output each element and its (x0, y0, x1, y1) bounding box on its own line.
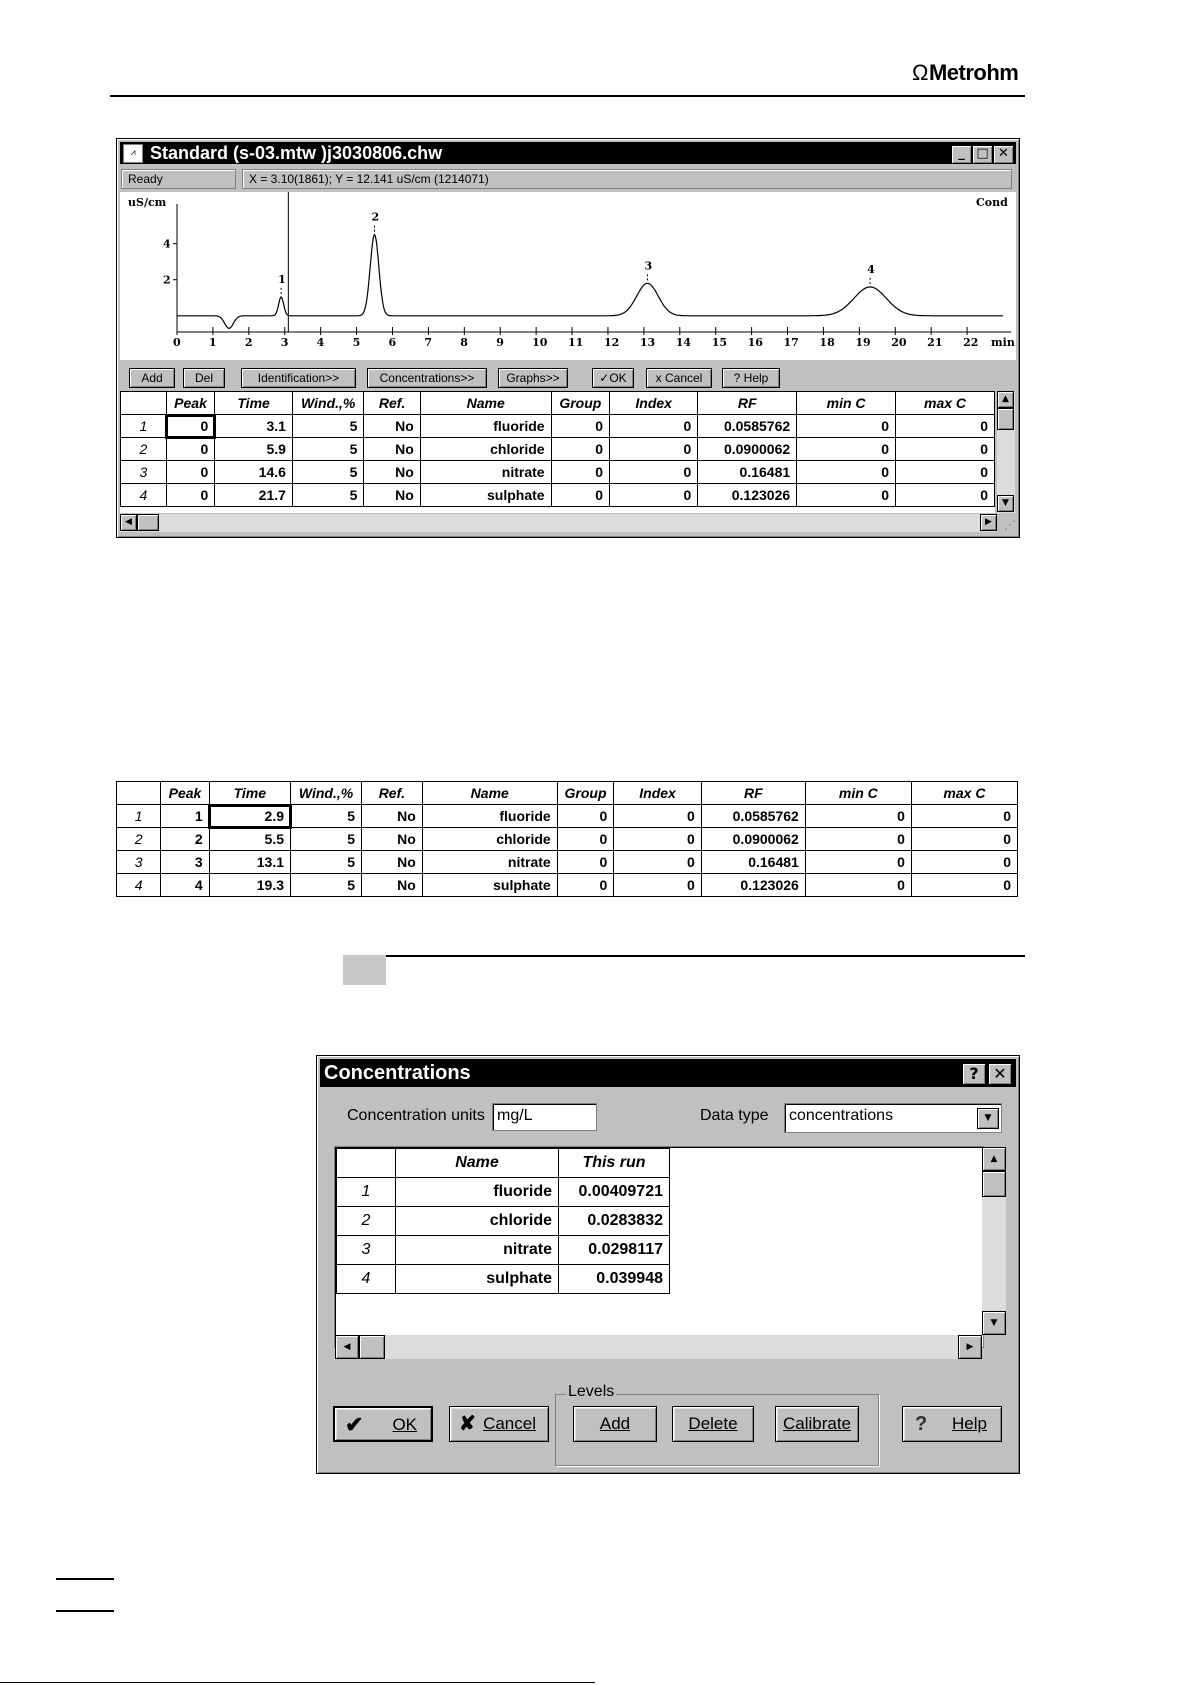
col-header[interactable] (121, 392, 167, 415)
table-cell[interactable]: nitrate (420, 461, 551, 484)
window-table-header (121, 392, 995, 415)
x-tick-label: 2 (244, 336, 253, 349)
table-cell[interactable]: 0 (614, 805, 702, 828)
table-cell[interactable]: 13.1 (209, 851, 290, 874)
section-marker (343, 955, 386, 985)
x-tick-label: 7 (424, 336, 433, 349)
table-cell[interactable]: 0 (557, 805, 614, 828)
table-row[interactable] (117, 851, 1018, 874)
table-cell[interactable]: nitrate (422, 851, 557, 874)
peak-table (116, 781, 1018, 897)
table-cell[interactable]: sulphate (420, 484, 551, 507)
peak-label: 2 (371, 210, 380, 224)
scroll-left-icon[interactable]: ◀ (335, 1335, 359, 1359)
col-header[interactable]: This run (559, 1149, 670, 1178)
concentration-table-header (337, 1149, 670, 1178)
table-cell[interactable]: 0 (557, 874, 614, 897)
table-cell[interactable]: 0 (805, 828, 911, 851)
footer-rule-2 (56, 1610, 114, 1612)
table-cell[interactable]: 0 (166, 484, 215, 507)
scroll-left-icon[interactable]: ◀ (120, 514, 137, 531)
checkmark-icon: ✔ (345, 1412, 364, 1437)
concentration-grid-area (334, 1146, 984, 1348)
row-number: 1 (121, 415, 167, 438)
add-peak-button[interactable]: Add (129, 368, 175, 388)
col-header (117, 782, 161, 805)
table-cell[interactable]: 0 (551, 461, 609, 484)
table-cell[interactable]: 0 (797, 438, 896, 461)
table-cell[interactable]: 0 (797, 461, 896, 484)
x-tick-label: 1 (208, 336, 217, 349)
col-header: Name (422, 782, 557, 805)
table-cell[interactable]: 0 (896, 415, 995, 438)
table-cell[interactable]: No (362, 874, 423, 897)
table-cell[interactable]: sulphate (396, 1265, 559, 1294)
close-icon[interactable]: ✕ (988, 1063, 1012, 1085)
table-cell[interactable]: No (364, 461, 420, 484)
context-help-icon[interactable]: ? (962, 1063, 986, 1085)
question-icon: ? (915, 1413, 928, 1435)
x-tick-label: 15 (711, 336, 728, 349)
x-tick-label: 4 (316, 336, 325, 349)
row-number: 3 (117, 851, 161, 874)
concentration-table (336, 1148, 670, 1294)
table-cell[interactable]: 0 (614, 828, 702, 851)
row-number: 1 (337, 1178, 396, 1207)
row-number: 3 (337, 1236, 396, 1265)
table-cell[interactable]: 0.0900062 (698, 438, 797, 461)
table-row[interactable] (121, 484, 995, 507)
table-cell[interactable]: 0 (614, 851, 702, 874)
x-tick-label: 19 (855, 336, 871, 349)
table-row[interactable] (337, 1236, 670, 1265)
close-icon[interactable]: ✕ (993, 145, 1014, 164)
peak-grid-container (120, 391, 995, 513)
cancel-button[interactable]: ✘ Cancel (449, 1406, 549, 1442)
table-cell[interactable]: 14.6 (215, 461, 293, 484)
delete-peak-button[interactable]: Del (183, 368, 225, 388)
x-tick-label: 3 (280, 336, 289, 349)
table-cell[interactable]: 5.9 (215, 438, 293, 461)
table-row[interactable] (337, 1178, 670, 1207)
col-header: max C (911, 782, 1017, 805)
dialog-title: Concentrations (324, 1062, 471, 1084)
chromatogram-window (116, 138, 1020, 538)
table-cell[interactable]: 21.7 (215, 484, 293, 507)
col-header: Time (209, 782, 290, 805)
footer-rule-1 (56, 1578, 114, 1580)
chevron-down-icon[interactable]: ▼ (977, 1108, 999, 1129)
table-cell[interactable]: 0 (551, 438, 609, 461)
table-cell[interactable]: fluoride (420, 415, 551, 438)
col-header[interactable]: Group (551, 392, 609, 415)
datatype-select[interactable] (784, 1103, 1002, 1133)
maximize-icon[interactable]: □ (972, 145, 993, 164)
x-tick-label: 22 (963, 336, 979, 349)
table-cell[interactable]: 0 (557, 828, 614, 851)
table-row[interactable] (117, 805, 1018, 828)
col-header[interactable]: Wind.,% (292, 392, 364, 415)
table-cell[interactable]: 0.16481 (701, 851, 805, 874)
window-horizontal-scrollbar[interactable] (120, 514, 997, 532)
table-cell[interactable]: 0.0900062 (701, 828, 805, 851)
table-cell[interactable]: No (362, 805, 423, 828)
x-tick-label: 11 (568, 336, 584, 349)
table-cell[interactable]: 2 (161, 828, 209, 851)
col-header: Wind.,% (291, 782, 362, 805)
row-number: 4 (337, 1265, 396, 1294)
graphs-button[interactable]: Graphs>> (498, 368, 568, 388)
window-peak-table (120, 391, 995, 507)
x-tick-label: 18 (819, 336, 835, 349)
window-vertical-scrollbar[interactable] (997, 391, 1015, 513)
table-cell[interactable]: 0 (911, 874, 1017, 897)
table-cell[interactable]: 0 (896, 484, 995, 507)
table-cell[interactable]: 0.123026 (698, 484, 797, 507)
row-number: 1 (117, 805, 161, 828)
section-rule (343, 955, 1025, 957)
row-number: 2 (337, 1207, 396, 1236)
dialog-titlebar[interactable] (320, 1059, 1016, 1087)
x-tick-label: 6 (388, 336, 397, 349)
table-cell[interactable]: 0 (911, 805, 1017, 828)
help-button[interactable]: ? Help (902, 1406, 1002, 1442)
table-cell[interactable]: 3 (161, 851, 209, 874)
table-cell[interactable]: 0.16481 (698, 461, 797, 484)
delete-level-button[interactable]: Delete (672, 1406, 754, 1442)
col-header[interactable]: Peak (166, 392, 215, 415)
table-cell[interactable]: No (364, 484, 420, 507)
table-cell[interactable]: No (364, 415, 420, 438)
levels-label: Levels (568, 1383, 615, 1400)
col-header[interactable]: Ref. (364, 392, 420, 415)
table-cell[interactable]: 5 (291, 805, 362, 828)
scroll-thumb[interactable] (982, 1171, 1006, 1197)
ok-button[interactable]: ✔ OK (333, 1406, 433, 1442)
x-tick-label: 8 (460, 336, 468, 349)
peak-label: 1 (278, 272, 286, 286)
x-tick-label: 13 (639, 336, 656, 349)
scroll-thumb[interactable] (997, 408, 1014, 430)
table-cell[interactable]: 0 (805, 805, 911, 828)
table-cell[interactable]: chloride (420, 438, 551, 461)
row-number: 3 (121, 461, 167, 484)
table-cell[interactable]: fluoride (422, 805, 557, 828)
col-header[interactable]: Name (420, 392, 551, 415)
identification-button[interactable]: Identification>> (241, 368, 356, 388)
x-tick-label: 10 (532, 336, 548, 349)
chromatogram-chart[interactable] (120, 192, 1016, 360)
scroll-down-icon[interactable]: ▼ (982, 1311, 1006, 1335)
col-header: Peak (161, 782, 209, 805)
cancel-x-icon: ✘ (459, 1413, 476, 1435)
window-title: Standard (s-03.mtw )j3030806.chw (150, 143, 443, 163)
dialog-horizontal-scrollbar[interactable] (335, 1335, 982, 1359)
table-cell[interactable]: 0 (896, 461, 995, 484)
cancel-button[interactable]: x Cancel (646, 368, 712, 388)
ok-button[interactable]: ✓OK (592, 368, 634, 388)
table-cell[interactable]: 5 (292, 484, 364, 507)
table-cell[interactable]: No (362, 828, 423, 851)
table-cell[interactable]: 0 (166, 461, 215, 484)
table-cell[interactable]: chloride (396, 1207, 559, 1236)
scroll-hthumb[interactable] (137, 514, 159, 531)
table-cell[interactable]: 0 (911, 851, 1017, 874)
y-axis-label: uS/cm (128, 196, 167, 209)
table-cell[interactable]: 0 (896, 438, 995, 461)
table-cell[interactable]: 0 (805, 851, 911, 874)
peak-label: 4 (867, 262, 875, 276)
table-cell[interactable]: chloride (422, 828, 557, 851)
table-cell[interactable]: 0 (614, 874, 702, 897)
table-cell[interactable]: 0 (551, 415, 609, 438)
table-cell[interactable]: 0.0585762 (701, 805, 805, 828)
table-cell[interactable]: 5 (292, 461, 364, 484)
table-cell[interactable]: 0.039948 (559, 1265, 670, 1294)
resize-grip-icon[interactable]: ⋰ (1004, 518, 1016, 532)
table-cell[interactable]: 0 (166, 438, 215, 461)
table-cell[interactable]: 0 (166, 415, 215, 438)
col-header[interactable]: RF (698, 392, 797, 415)
header-rule (110, 95, 1025, 97)
table-cell[interactable]: 0 (610, 438, 698, 461)
table-row[interactable] (117, 874, 1018, 897)
col-header: Group (557, 782, 614, 805)
table-cell[interactable]: 2.9 (209, 805, 290, 828)
col-header: Ref. (362, 782, 423, 805)
window-titlebar[interactable] (120, 142, 1016, 164)
table-cell[interactable]: 0.0298117 (559, 1236, 670, 1265)
row-number: 4 (117, 874, 161, 897)
scroll-right-icon[interactable]: ▶ (958, 1335, 982, 1359)
table-cell[interactable]: 19.3 (209, 874, 290, 897)
col-header[interactable]: Name (396, 1149, 559, 1178)
col-header[interactable]: Time (215, 392, 293, 415)
metrohm-logo: ΩMetrohm (912, 60, 1019, 85)
table-cell[interactable]: 0.0585762 (698, 415, 797, 438)
y-tick-label: 4 (163, 237, 171, 251)
scroll-up-icon[interactable]: ▲ (997, 391, 1014, 408)
table-cell[interactable]: 0 (610, 484, 698, 507)
table-cell[interactable]: No (364, 438, 420, 461)
chromatogram-trace (177, 235, 1003, 329)
x-tick-label: 20 (891, 336, 907, 349)
table-cell[interactable]: 0 (557, 851, 614, 874)
datatype-value: concentrations (789, 1107, 894, 1124)
x-tick-label: 0 (173, 336, 181, 349)
scroll-hthumb[interactable] (359, 1335, 385, 1359)
table-cell[interactable]: 0.0283832 (559, 1207, 670, 1236)
add-level-button[interactable]: Add (573, 1406, 657, 1442)
table-cell[interactable]: 0 (610, 415, 698, 438)
datatype-label: Data type (700, 1107, 769, 1124)
x-tick-label: 21 (927, 336, 943, 349)
app-icon[interactable]: ⩘ (123, 144, 143, 163)
col-header: Index (614, 782, 702, 805)
x-tick-label: 17 (783, 336, 799, 349)
table-row[interactable] (337, 1265, 670, 1294)
table-cell[interactable]: 5 (292, 415, 364, 438)
table-cell[interactable]: 0 (551, 484, 609, 507)
table-cell[interactable]: 5 (291, 828, 362, 851)
table-cell[interactable]: nitrate (396, 1236, 559, 1265)
calibrate-button[interactable]: Calibrate (775, 1406, 859, 1442)
x-tick-label: 14 (675, 336, 692, 349)
x-tick-label: 5 (352, 336, 361, 349)
concentrations-dialog (316, 1055, 1020, 1474)
table-cell[interactable]: 3.1 (215, 415, 293, 438)
table-cell[interactable]: 0 (805, 874, 911, 897)
status-text: Ready (121, 169, 236, 189)
table-row[interactable] (121, 415, 995, 438)
minimize-icon[interactable]: _ (951, 145, 972, 164)
cursor-readout: X = 3.10(1861); Y = 12.141 uS/cm (1214071) (242, 169, 1012, 189)
concentrations-button[interactable]: Concentrations>> (367, 368, 487, 388)
table-row[interactable] (121, 461, 995, 484)
table-cell[interactable]: 5 (291, 851, 362, 874)
x-tick-label: 9 (496, 336, 504, 349)
table-cell[interactable]: No (362, 851, 423, 874)
row-number: 4 (121, 484, 167, 507)
x-tick-label: 12 (603, 336, 620, 349)
peak-label: 3 (644, 259, 653, 273)
table-cell[interactable]: 0 (610, 461, 698, 484)
table-cell[interactable]: 5.5 (209, 828, 290, 851)
table-cell[interactable]: sulphate (422, 874, 557, 897)
table-cell[interactable]: 5 (292, 438, 364, 461)
col-header[interactable]: Index (610, 392, 698, 415)
table-cell[interactable]: 0 (911, 828, 1017, 851)
row-number: 2 (121, 438, 167, 461)
units-label: Concentration units (347, 1107, 485, 1124)
peak-table-header (117, 782, 1018, 805)
dialog-vertical-scrollbar[interactable] (982, 1147, 1006, 1335)
table-row[interactable] (117, 828, 1018, 851)
table-cell[interactable]: 0 (797, 415, 896, 438)
units-input[interactable]: mg/L (492, 1103, 597, 1131)
row-number: 2 (117, 828, 161, 851)
table-cell[interactable]: 1 (161, 805, 209, 828)
channel-label: Cond (976, 196, 1008, 209)
col-header[interactable] (337, 1149, 396, 1178)
x-tick-label: 16 (747, 336, 763, 349)
col-header[interactable]: max C (896, 392, 995, 415)
table-cell[interactable]: 0.123026 (701, 874, 805, 897)
scroll-right-icon[interactable]: ▶ (980, 514, 997, 531)
table-cell[interactable]: fluoride (396, 1178, 559, 1207)
x-axis-unit: min (991, 336, 1015, 349)
table-row[interactable] (121, 438, 995, 461)
table-row[interactable] (337, 1207, 670, 1236)
scroll-down-icon[interactable]: ▼ (997, 495, 1014, 512)
col-header[interactable]: min C (797, 392, 896, 415)
col-header: min C (805, 782, 911, 805)
table-cell[interactable]: 5 (291, 874, 362, 897)
footer-rule-3 (0, 1682, 595, 1683)
help-button[interactable]: ? Help (722, 368, 780, 388)
table-cell[interactable]: 4 (161, 874, 209, 897)
col-header: RF (701, 782, 805, 805)
scroll-up-icon[interactable]: ▲ (982, 1147, 1006, 1171)
table-cell[interactable]: 0 (797, 484, 896, 507)
table-cell[interactable]: 0.00409721 (559, 1178, 670, 1207)
y-tick-label: 2 (163, 273, 171, 287)
